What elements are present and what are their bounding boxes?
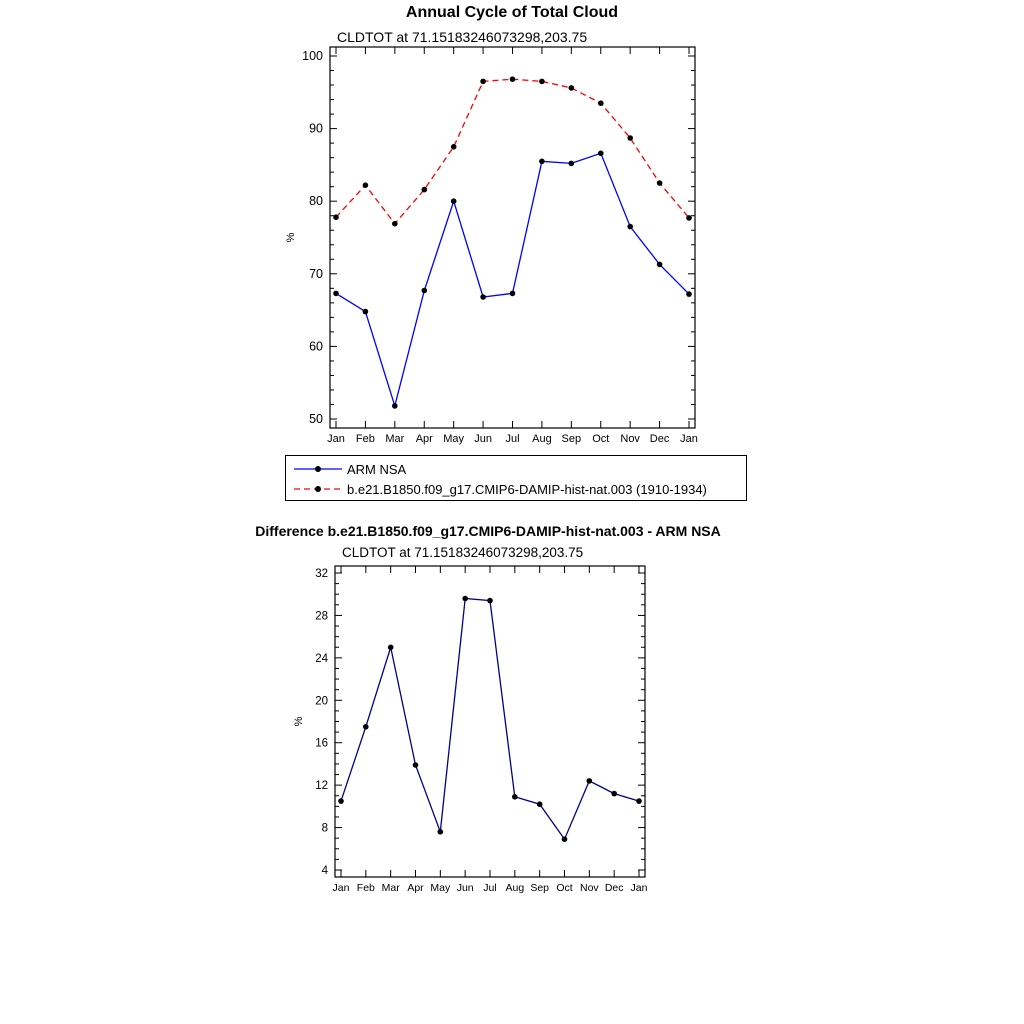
x-tick-label: Mar bbox=[385, 433, 405, 445]
series-marker bbox=[562, 836, 568, 842]
x-tick-label: Sep bbox=[561, 433, 582, 445]
series-marker bbox=[512, 794, 518, 800]
annual-cycle-title: Annual Cycle of Total Cloud bbox=[405, 4, 619, 21]
series-marker bbox=[413, 762, 419, 768]
series-marker bbox=[611, 791, 617, 797]
series-marker bbox=[422, 187, 428, 193]
x-tick-label: Mar bbox=[381, 882, 400, 894]
series-marker bbox=[363, 309, 369, 315]
x-tick-label: Sep bbox=[530, 882, 550, 894]
series-marker bbox=[363, 182, 369, 188]
x-tick-label: Jun bbox=[474, 433, 492, 445]
y-tick-label: 16 bbox=[315, 737, 328, 750]
series-marker bbox=[363, 724, 369, 730]
series-marker bbox=[598, 100, 604, 106]
x-tick-label: Nov bbox=[579, 882, 599, 894]
y-tick-label: 4 bbox=[321, 865, 328, 877]
y-axis-title: % bbox=[285, 232, 297, 243]
legend-line-sample bbox=[292, 462, 344, 476]
series-difference bbox=[338, 596, 642, 842]
legend-line-sample bbox=[292, 482, 344, 496]
legend-label: ARM NSA bbox=[347, 461, 407, 477]
series-marker bbox=[539, 159, 545, 165]
series-marker bbox=[539, 79, 545, 85]
x-tick-label: Feb bbox=[356, 882, 375, 894]
x-tick-label: Apr bbox=[407, 882, 424, 894]
y-axis bbox=[315, 568, 645, 877]
series-marker bbox=[657, 180, 663, 186]
annual-cycle-subtitle: CLDTOT at 71.15183246073298,203.75 bbox=[337, 29, 588, 45]
legend-label: b.e21.B1850.f09_g17.CMIP6-DAMIP-hist-nat.003 (1910-1934) bbox=[347, 481, 707, 497]
series-marker bbox=[480, 79, 486, 85]
x-tick-label: Jan bbox=[327, 433, 345, 445]
series-marker bbox=[451, 198, 457, 204]
series-marker bbox=[598, 151, 604, 157]
difference-subtitle: CLDTOT at 71.15183246073298,203.75 bbox=[342, 545, 584, 560]
series-marker bbox=[338, 798, 344, 804]
series-marker bbox=[462, 596, 468, 602]
y-tick-label: 100 bbox=[302, 49, 323, 63]
y-tick-label: 50 bbox=[309, 412, 323, 426]
x-tick-label: Aug bbox=[505, 882, 525, 894]
difference-chart bbox=[290, 560, 710, 900]
y-tick-label: 12 bbox=[315, 780, 328, 793]
series-marker bbox=[537, 801, 543, 807]
series-arm-nsa bbox=[333, 151, 692, 409]
y-tick-label: 80 bbox=[309, 194, 323, 209]
series-b-e21-b1850-f09-g17-cmip6-dami bbox=[333, 76, 692, 226]
legend-item bbox=[286, 479, 746, 499]
y-tick-label: 20 bbox=[315, 695, 328, 708]
series-line bbox=[336, 79, 689, 224]
series-marker bbox=[392, 221, 398, 227]
annual-cycle-chart bbox=[280, 40, 740, 452]
series-marker bbox=[438, 829, 444, 835]
x-tick-label: Oct bbox=[592, 433, 610, 445]
series-marker bbox=[510, 291, 516, 297]
x-tick-label: Nov bbox=[620, 433, 640, 445]
series-marker bbox=[480, 294, 486, 300]
series-line bbox=[341, 599, 639, 840]
y-tick-label: 8 bbox=[321, 822, 328, 835]
series-marker bbox=[333, 214, 339, 220]
x-tick-label: May bbox=[443, 433, 465, 445]
x-tick-label: May bbox=[430, 882, 451, 894]
series-marker bbox=[392, 403, 398, 409]
x-tick-label: Aug bbox=[532, 433, 552, 445]
series-marker bbox=[686, 291, 692, 297]
series-marker bbox=[657, 262, 663, 268]
y-tick-label: 90 bbox=[309, 121, 323, 136]
y-tick-label: 24 bbox=[315, 652, 328, 665]
x-tick-label: Jul bbox=[505, 433, 520, 445]
y-axis-title: % bbox=[293, 716, 305, 727]
series-marker bbox=[510, 76, 516, 82]
y-tick-label: 28 bbox=[315, 610, 328, 623]
legend-item bbox=[286, 459, 746, 479]
x-tick-label: Jan bbox=[680, 433, 698, 445]
difference-title: Difference b.e21.B1850.f09_g17.CMIP6-DAMIP-hist-nat.003 - ARM NSA bbox=[255, 523, 721, 539]
y-axis bbox=[302, 49, 695, 426]
x-tick-label: Feb bbox=[355, 433, 375, 445]
x-tick-label: Jan bbox=[630, 882, 648, 894]
series-marker bbox=[627, 224, 633, 230]
x-tick-label: Oct bbox=[556, 882, 573, 894]
x-tick-label: Jan bbox=[332, 882, 350, 894]
series-marker bbox=[686, 215, 692, 221]
series-marker bbox=[388, 645, 394, 651]
series-marker bbox=[487, 598, 493, 604]
series-marker bbox=[333, 291, 339, 297]
x-tick-label: Dec bbox=[604, 882, 624, 894]
series-marker bbox=[451, 144, 457, 150]
y-tick-label: 32 bbox=[315, 568, 328, 580]
series-line bbox=[336, 153, 689, 406]
series-marker bbox=[569, 161, 575, 167]
series-marker bbox=[587, 778, 593, 784]
y-tick-label: 60 bbox=[309, 339, 323, 354]
series-marker bbox=[627, 135, 633, 141]
legend bbox=[285, 455, 747, 501]
x-tick-label: Jul bbox=[483, 882, 497, 894]
x-axis bbox=[333, 566, 648, 894]
series-marker bbox=[422, 288, 428, 294]
series-marker bbox=[569, 85, 575, 91]
y-tick-label: 70 bbox=[309, 266, 323, 281]
x-tick-label: Jun bbox=[456, 882, 474, 894]
series-marker bbox=[636, 798, 642, 804]
plot-frame bbox=[330, 47, 695, 428]
x-tick-label: Apr bbox=[415, 433, 433, 445]
plot-frame bbox=[335, 566, 645, 877]
x-tick-label: Dec bbox=[649, 433, 670, 445]
x-axis bbox=[327, 47, 698, 445]
